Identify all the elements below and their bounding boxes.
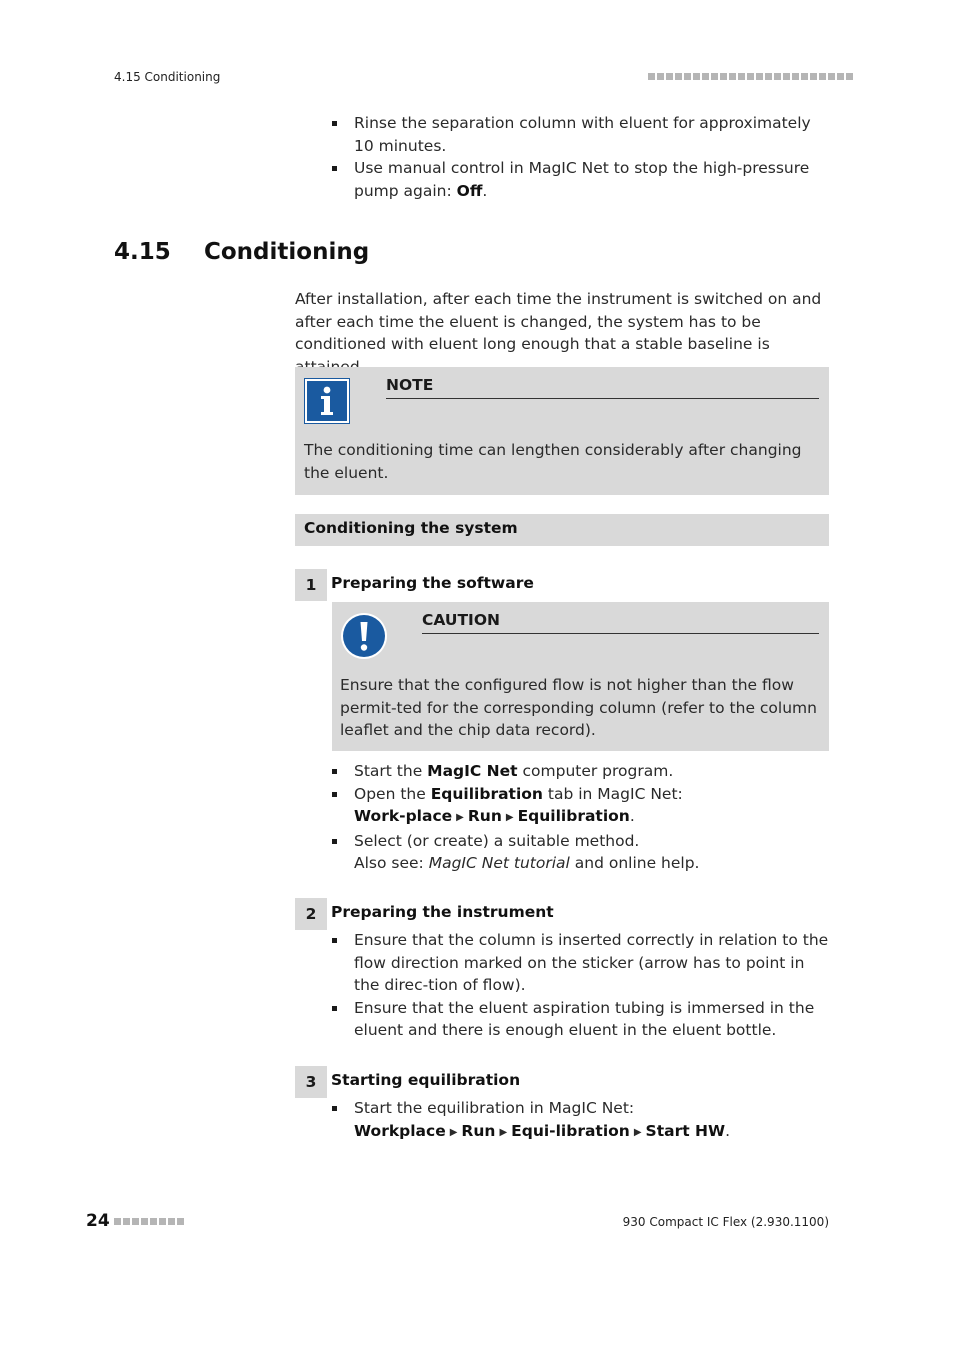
note-text: The conditioning time can lengthen considerably after changing the eluent. — [304, 441, 802, 482]
procedure-title-bar — [295, 514, 829, 546]
footer-product: 930 Compact IC Flex (2.930.1100) — [622, 1215, 829, 1229]
intro-bullet-list — [330, 112, 830, 202]
list-item: Ensure that the column is inserted correctly in relation to the flow direction marked on the sticker (arrow has to point in the direc-tion of flow). — [330, 929, 830, 997]
page-number: 24 — [86, 1211, 110, 1231]
arrow-right-icon: ▶ — [499, 1126, 508, 1138]
note-label: NOTE — [386, 376, 819, 399]
caution-box — [332, 602, 829, 751]
step1-bullet-list — [330, 760, 830, 875]
footer-decoration — [114, 1218, 184, 1225]
section-paragraph: After installation, after each time the instrument is switched on and after each time the eluent is changed, the system has to be conditioned with eluent long enough that a stable baseline is — [295, 290, 822, 353]
section-title: Conditioning — [204, 239, 370, 265]
info-icon — [304, 378, 350, 424]
step-title-2: Preparing the instrument — [331, 903, 554, 921]
header-decoration — [648, 73, 853, 80]
caution-text: Ensure that the configured flow is not higher than the flow permit-ted for the corresponding column (refer to the column leaflet and the chip data record). — [340, 676, 817, 739]
list-item: Use manual control in MagIC Net to stop the high-pressure pump again: Off. — [330, 157, 830, 202]
list-item: Start the equilibration in MagIC Net: Workplace ▶ Run ▶ Equi-libration ▶ Start HW. — [330, 1097, 830, 1144]
procedure-title: Conditioning the system — [304, 519, 518, 537]
step-title-1: Preparing the software — [331, 574, 534, 592]
list-item: Rinse the separation column with eluent for approximately 10 minutes. — [330, 112, 830, 157]
running-header-section: 4.15 Conditioning — [114, 70, 221, 84]
note-box — [295, 367, 829, 495]
list-item: Open the Equilibration tab in MagIC Net: Work-place ▶ Run ▶ Equilibration. — [330, 783, 724, 830]
list-item: Ensure that the eluent aspiration tubing is immersed in the eluent and there is enough eluent in the eluent bottle. — [330, 997, 830, 1042]
arrow-right-icon: ▶ — [633, 1126, 642, 1138]
step-number-2: 2 — [295, 898, 327, 930]
arrow-right-icon: ▶ — [449, 1126, 458, 1138]
list-item: Select (or create) a suitable method. Also see: MagIC Net tutorial and online help. — [330, 830, 830, 875]
exclamation-icon — [340, 612, 388, 660]
arrow-right-icon: ▶ — [505, 812, 514, 823]
caution-label: CAUTION — [422, 611, 819, 634]
list-item: Start the MagIC Net computer program. — [330, 760, 830, 783]
arrow-right-icon: ▶ — [456, 812, 464, 823]
step2-bullet-list — [330, 929, 830, 1042]
step-title-3: Starting equilibration — [331, 1071, 521, 1089]
step3-bullet-list — [330, 1097, 830, 1144]
section-number: 4.15 — [114, 239, 171, 265]
step-number-1: 1 — [295, 569, 327, 601]
step-number-3: 3 — [295, 1066, 327, 1098]
